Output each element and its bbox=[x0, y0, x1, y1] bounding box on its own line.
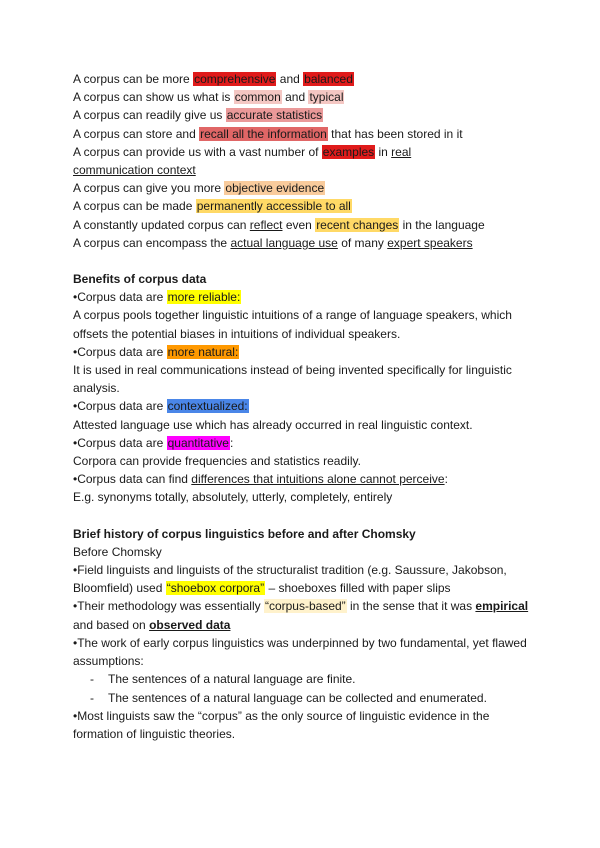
intro-line-7: A corpus can give you more objective evidence bbox=[73, 181, 325, 196]
benefits-heading: Benefits of corpus data bbox=[73, 272, 207, 287]
highlight-common: common bbox=[234, 90, 281, 105]
document-body bbox=[73, 70, 533, 743]
highlight-typical: typical bbox=[309, 90, 344, 105]
underline-real: real bbox=[391, 144, 412, 159]
history-paragraph-2: •Their methodology was essentially “corpus-based” in the sense that it was empirical and based on observed data bbox=[73, 599, 529, 632]
intro-line-2: A corpus can show us what is common and typical bbox=[73, 90, 344, 105]
intro-line-4: A corpus can store and recall all the information that has been stored in it bbox=[73, 126, 463, 141]
benefit-5-text: E.g. synonyms totally, absolutely, utterly, completely, entirely bbox=[73, 490, 393, 505]
benefit-5-label: •Corpus data can find differences that intuitions alone cannot perceive: bbox=[73, 472, 448, 487]
benefit-4-text: Corpora can provide frequencies and statistics readily. bbox=[73, 454, 361, 469]
benefit-2-label: •Corpus data are more natural: bbox=[73, 344, 239, 359]
list-item: - The sentences of a natural language are finite. bbox=[73, 670, 533, 688]
underline-reflect: reflect bbox=[249, 217, 283, 232]
highlight-recall-information: recall all the information bbox=[200, 126, 327, 141]
intro-line-1: A corpus can be more comprehensive and balanced bbox=[73, 72, 353, 86]
underline-communication-context: communication context bbox=[73, 163, 196, 178]
benefit-1-text: A corpus pools together linguistic intuitions of a range of language speakers, which offsets the potential biases in intuitions of individual speakers. bbox=[73, 308, 512, 341]
benefit-4-label: •Corpus data are quantitative: bbox=[73, 435, 234, 450]
history-paragraph-3: •The work of early corpus linguistics was underpinned by two fundamental, yet flawed assumptions: bbox=[73, 635, 527, 669]
underline-actual-language-use: actual language use bbox=[230, 235, 338, 250]
history-heading: Brief history of corpus linguistics before and after Chomsky bbox=[73, 526, 416, 541]
dash-bullet: - bbox=[90, 690, 94, 705]
benefit-2-text: It is used in real communications instead of being invented specifically for linguistic analysis. bbox=[73, 363, 512, 396]
underline-expert-speakers: expert speakers bbox=[387, 235, 473, 250]
benefit-3-label: •Corpus data are contextualized: bbox=[73, 399, 248, 414]
emphasis-empirical: empirical bbox=[475, 599, 529, 614]
intro-line-6 bbox=[73, 161, 533, 179]
dash-bullet: - bbox=[90, 672, 94, 687]
intro-line-5: A corpus can provide us with a vast number of examples in real bbox=[73, 144, 412, 159]
highlight-corpus-based: “corpus-based” bbox=[264, 599, 346, 614]
intro-line-8: A corpus can be made permanently accessible to all bbox=[73, 199, 351, 214]
highlight-contextualized: contextualized: bbox=[167, 399, 248, 414]
highlight-more-reliable: more reliable: bbox=[167, 290, 241, 305]
benefit-1-label: •Corpus data are more reliable: bbox=[73, 290, 241, 305]
highlight-objective-evidence: objective evidence bbox=[225, 181, 325, 196]
highlight-shoebox-corpora: “shoebox corpora” bbox=[166, 581, 265, 596]
intro-line-10: A corpus can encompass the actual language use of many expert speakers bbox=[73, 235, 473, 250]
highlight-quantitative: quantitative bbox=[167, 435, 229, 450]
emphasis-observed-data: observed data bbox=[149, 617, 231, 632]
intro-line-3: A corpus can readily give us accurate statistics bbox=[73, 108, 323, 123]
intro-line-9: A constantly updated corpus can reflect even recent changes in the language bbox=[73, 217, 485, 232]
history-paragraph-4: •Most linguists saw the “corpus” as the only source of linguistic evidence in the formation of linguistic theories. bbox=[73, 708, 490, 741]
history-paragraph-1: •Field linguists and linguists of the structuralist tradition (e.g. Saussure, Jakobson, Bloomfield) used “shoebox corpora” – shoeboxes filled with paper slips bbox=[73, 563, 507, 596]
highlight-recent-changes: recent changes bbox=[316, 217, 399, 232]
highlight-more-natural: more natural: bbox=[167, 344, 239, 359]
highlight-accurate-statistics: accurate statistics bbox=[226, 108, 323, 123]
underline-differences: differences that intuitions alone cannot perceive bbox=[191, 472, 445, 487]
history-subheading: Before Chomsky bbox=[73, 544, 162, 559]
list-item: - The sentences of a natural language can be collected and enumerated. bbox=[73, 689, 533, 707]
highlight-permanently-accessible: permanently accessible to all bbox=[196, 199, 351, 214]
highlight-examples: examples bbox=[322, 144, 375, 159]
benefit-3-text: Attested language use which has already occurred in real linguistic context. bbox=[73, 417, 473, 432]
highlight-balanced: balanced bbox=[304, 72, 353, 86]
highlight-comprehensive: comprehensive bbox=[194, 72, 276, 86]
